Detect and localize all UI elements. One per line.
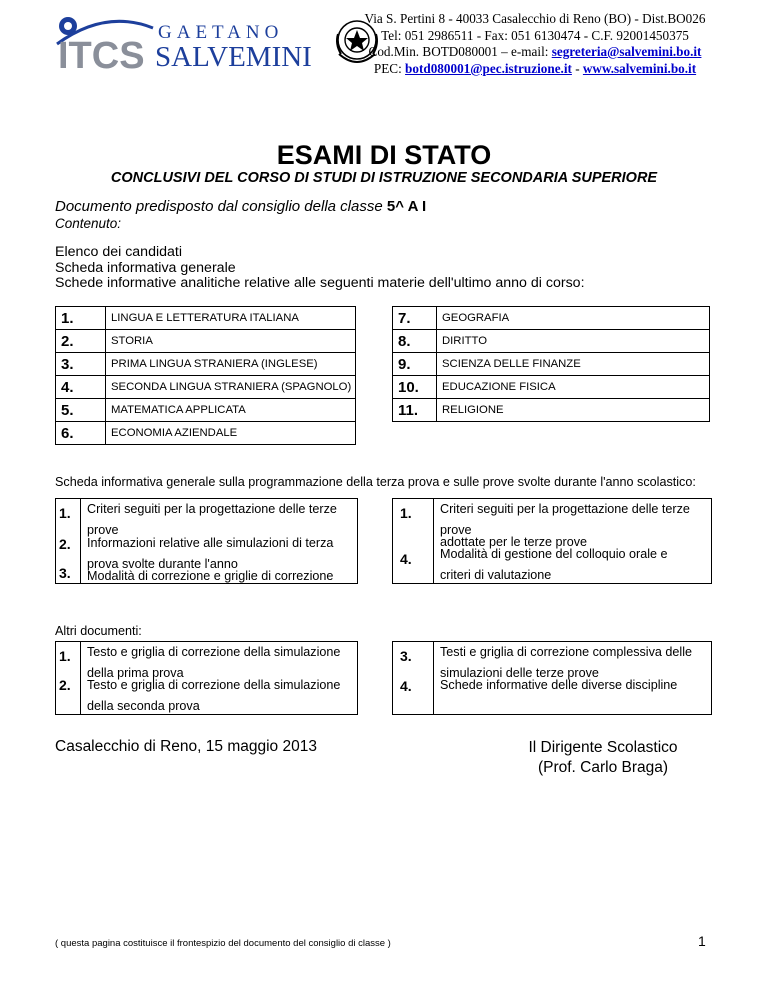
subject-name: PRIMA LINGUA STRANIERA (INGLESE) <box>106 353 356 376</box>
subject-row <box>56 353 356 376</box>
subject-name: EDUCAZIONE FISICA <box>437 376 710 399</box>
subject-row <box>393 399 710 422</box>
logo-itcs-text: ITCS <box>58 35 145 74</box>
contents-item: Scheda informativa generale <box>55 259 236 276</box>
column-divider <box>80 642 81 714</box>
item-text: criteri di valutazione <box>440 568 552 582</box>
subject-number: 3. <box>56 353 106 376</box>
item-text: Criteri seguiti per la progettazione delle terze <box>87 502 337 516</box>
signer-role: Il Dirigente Scolastico <box>528 739 678 756</box>
item-number: 1. <box>59 648 71 664</box>
contents-item: Schede informative analitiche relative alle seguenti materie dell'ultimo anno di corso: <box>55 275 585 292</box>
contenuto-label: Contenuto: <box>55 216 122 231</box>
item-text: prove <box>87 523 119 537</box>
phone-line: Tel: 051 2986511 - Fax: 051 6130474 - C.F. 92001450375 <box>381 27 689 43</box>
item-text: prova svolte durante l'anno <box>87 557 238 571</box>
email-link[interactable]: segreteria@salvemini.bo.it <box>551 44 702 59</box>
subject-row <box>393 376 710 399</box>
scheda-box-right <box>392 498 712 584</box>
subject-name: ECONOMIA AZIENDALE <box>106 422 356 445</box>
pec-line <box>360 61 710 78</box>
page-number: 1 <box>698 933 706 949</box>
subject-row <box>56 399 356 422</box>
subject-row <box>393 307 710 330</box>
item-text: Modalità di correzione e griglie di correzione <box>87 569 334 583</box>
address-line: Via S. Pertini 8 - 40033 Casalecchio di Reno (BO) - Dist.BO026 <box>364 11 706 26</box>
item-text: Informazioni relative alle simulazioni di terza <box>87 536 334 550</box>
subjects-table-right <box>392 306 710 422</box>
item-text: adottate per le terze prove <box>440 535 588 549</box>
item-text: della prima prova <box>87 666 184 680</box>
pec-separator: - <box>571 60 583 76</box>
item-text: Schede informative delle diverse discipline <box>440 678 678 692</box>
pec-link[interactable]: botd080001@pec.istruzione.it <box>405 60 572 76</box>
item-number: 3. <box>59 565 71 581</box>
place-date: Casalecchio di Reno, 15 maggio 2013 <box>55 738 317 755</box>
subject-name: GEOGRAFIA <box>437 307 710 330</box>
pec-prefix: PEC: <box>373 60 406 76</box>
codmin-line <box>360 44 710 61</box>
subject-name: RELIGIONE <box>437 399 710 422</box>
item-text: Testo e griglia di correzione della simulazione <box>87 645 341 659</box>
subject-number: 2. <box>56 330 106 353</box>
school-logo <box>55 14 325 74</box>
column-divider <box>80 499 81 583</box>
subject-number: 10. <box>393 376 437 399</box>
item-number: 3. <box>400 648 412 664</box>
document-class-prefix: Documento predisposto dal consiglio della classe <box>55 198 387 215</box>
column-divider <box>433 499 434 583</box>
document-class-value: 5^ A I <box>386 198 427 215</box>
item-number: 1. <box>400 505 412 521</box>
logo-gaetano-text: GAETANO <box>158 22 284 43</box>
logo-salvemini-text: SALVEMINI <box>155 41 312 73</box>
subject-name: DIRITTO <box>437 330 710 353</box>
item-text: della seconda prova <box>87 699 200 713</box>
contents-item: Elenco dei candidati <box>55 244 182 260</box>
signature-block <box>498 738 708 778</box>
subject-name: MATEMATICA APPLICATA <box>106 399 356 422</box>
item-text: simulazioni delle terze prove <box>440 666 599 680</box>
subject-name: STORIA <box>106 330 356 353</box>
item-number: 4. <box>400 678 412 694</box>
subject-name: SCIENZA DELLE FINANZE <box>437 353 710 376</box>
school-contact-block <box>360 11 710 77</box>
subject-number: 4. <box>56 376 106 399</box>
subject-row <box>56 422 356 445</box>
website-link[interactable]: www.salvemini.bo.it <box>582 60 697 76</box>
subject-number: 1. <box>56 307 106 330</box>
item-text: Testi e griglia di correzione complessiva delle <box>440 645 692 659</box>
subject-row <box>393 330 710 353</box>
subject-row <box>393 353 710 376</box>
subject-name: SECONDA LINGUA STRANIERA (SPAGNOLO) <box>106 376 356 399</box>
document-class-line <box>55 198 426 215</box>
item-text: prove <box>440 523 472 537</box>
scheda-box-left <box>55 498 358 584</box>
page-subtitle: CONCLUSIVI DEL CORSO DI STUDI DI ISTRUZIONE SECONDARIA SUPERIORE <box>110 170 658 186</box>
contents-list <box>55 245 585 292</box>
subject-row <box>56 376 356 399</box>
subject-number: 8. <box>393 330 437 353</box>
item-number: 2. <box>59 677 71 693</box>
signer-name: (Prof. Carlo Braga) <box>537 759 669 776</box>
item-number: 4. <box>400 551 412 567</box>
item-number: 2. <box>59 536 71 552</box>
codmin-prefix: Cod.Min. BOTD080001 – e-mail: <box>368 44 552 59</box>
altri-documenti-label: Altri documenti: <box>55 624 142 638</box>
item-number: 1. <box>59 505 71 521</box>
item-text: Testo e griglia di correzione della simulazione <box>87 678 341 692</box>
subject-number: 9. <box>393 353 437 376</box>
item-text: Criteri seguiti per la progettazione delle terze <box>440 502 690 516</box>
column-divider <box>433 642 434 714</box>
item-text: Modalità di gestione del colloquio orale e <box>440 547 668 561</box>
subject-row <box>56 307 356 330</box>
scheda-label: Scheda informativa generale sulla programmazione della terza prova e sulle prove svolte durante l'anno scolastico: <box>55 475 696 489</box>
subject-number: 5. <box>56 399 106 422</box>
subjects-table-left <box>55 306 356 445</box>
subject-row <box>56 330 356 353</box>
altri-box-left <box>55 641 358 715</box>
subject-number: 11. <box>393 399 437 422</box>
subject-number: 6. <box>56 422 106 445</box>
subject-number: 7. <box>393 307 437 330</box>
altri-box-right <box>392 641 712 715</box>
subject-name: LINGUA E LETTERATURA ITALIANA <box>106 307 356 330</box>
page-title: ESAMI DI STATO <box>276 140 492 170</box>
footer-note: ( questa pagina costituisce il frontespizio del documento del consiglio di classe ) <box>55 938 391 949</box>
